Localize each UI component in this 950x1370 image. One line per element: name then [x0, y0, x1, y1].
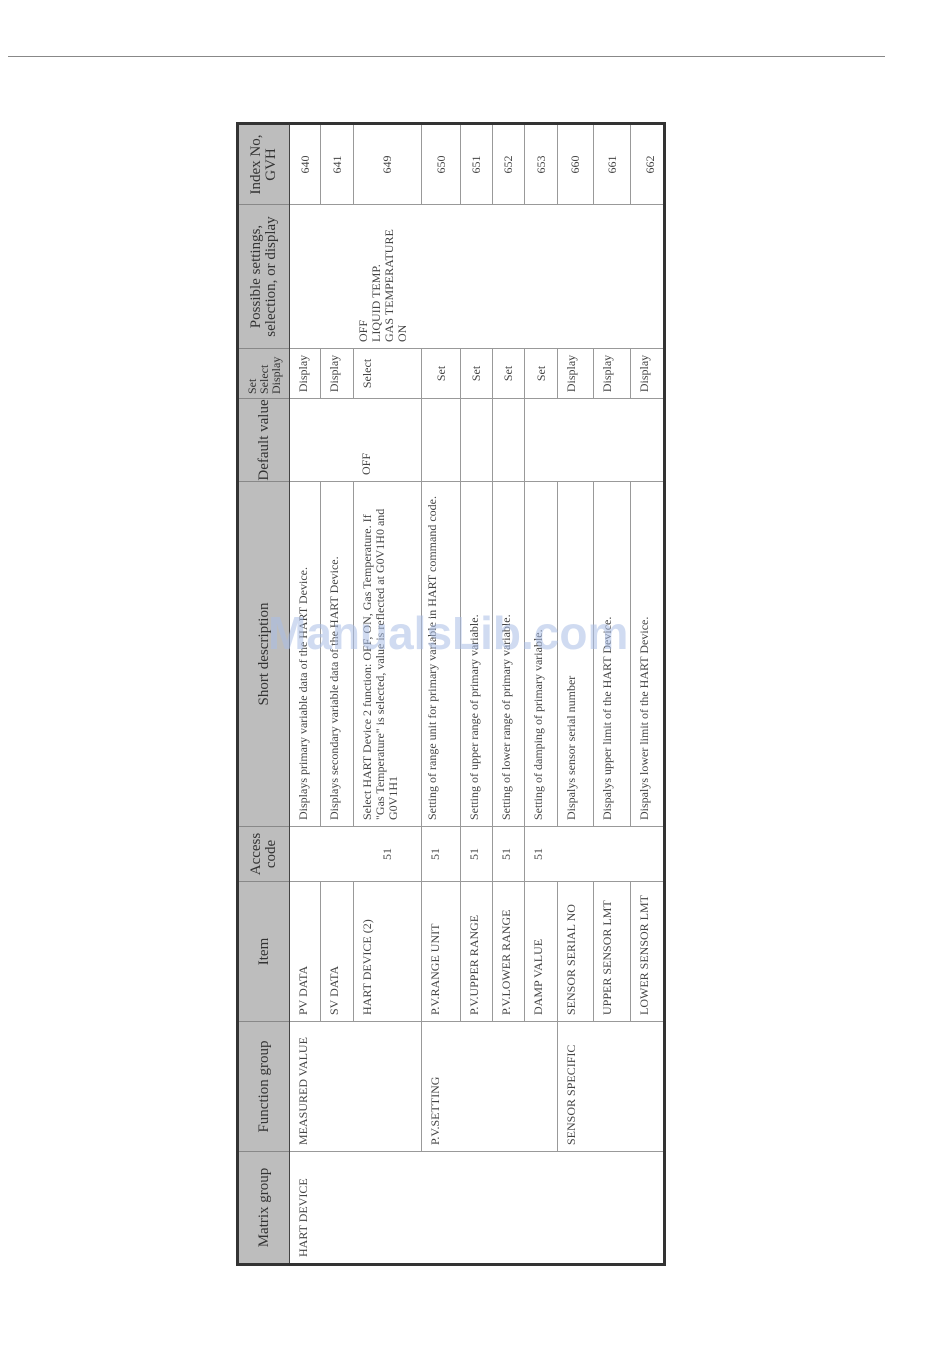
table-cell: 640 [297, 155, 312, 174]
table-cell: 660 [557, 125, 593, 204]
table-cell [593, 827, 630, 881]
table-cell [421, 399, 460, 481]
table-row: HART DEVICE (2) [353, 882, 421, 1021]
option-gas-temperature: GAS TEMPERATURE [382, 229, 396, 342]
table-cell [593, 399, 630, 481]
table-cell: Display [320, 349, 353, 398]
table-cell: Set [421, 349, 460, 398]
table-cell: 652 [492, 125, 524, 204]
possible-settings-list [353, 205, 421, 348]
header-display: Display [269, 356, 283, 394]
table-cell [290, 205, 320, 348]
table-cell [290, 827, 320, 881]
header-set-select-display [239, 348, 289, 398]
table-cell: 662 [630, 125, 670, 204]
table-cell: Display [630, 349, 670, 398]
column-default-value [290, 398, 663, 481]
option-on: ON [395, 324, 409, 342]
table-body [290, 125, 663, 1263]
header-default-value: Default value [239, 398, 289, 481]
table-cell: Set [524, 349, 557, 398]
column-set-select-display [290, 348, 663, 398]
table-row: SV DATA [320, 882, 353, 1021]
matrix-group-cell: HART DEVICE [296, 1178, 310, 1257]
table-cell: Set [492, 349, 524, 398]
table-cell [557, 827, 593, 881]
table-cell: 649 [353, 125, 421, 204]
parameter-table [236, 122, 666, 1266]
table-row: P.V.UPPER RANGE [460, 882, 492, 1021]
header-short-description: Short description [239, 481, 289, 826]
table-cell [320, 205, 353, 348]
table-row: LOWER SENSOR LMT [630, 882, 670, 1021]
table-cell: Select HART Device 2 function: OFF, ON, Gas Temperature. If "Gas Temperature" is selected, value is reflected at G0V1H0 and G0V1H1 [353, 482, 421, 826]
table-cell: Display [593, 349, 630, 398]
top-rule [8, 56, 885, 57]
table-cell: Dispalys sensor serial number [557, 482, 593, 826]
table-cell: Select [353, 349, 421, 398]
table-cell: 51 [379, 848, 394, 860]
watermark: ManualsLib.com [268, 607, 629, 659]
table-cell: Setting of range unit for primary variable in HART command code. [421, 482, 460, 826]
table-cell [557, 399, 593, 481]
header-function-group: Function group [239, 1021, 289, 1151]
table-cell: Displays primary variable data of the HART Device. [296, 567, 310, 820]
table-cell: 51 [421, 827, 460, 881]
header-matrix-group: Matrix group [239, 1151, 289, 1263]
table-cell: Display [296, 354, 310, 393]
table-cell: 641 [320, 125, 353, 204]
column-index-no [290, 125, 663, 204]
table-cell: 653 [524, 125, 557, 204]
table-cell: 51 [492, 827, 524, 881]
table-cell: Setting of lower range of primary variable. [492, 482, 524, 826]
function-group-measured-value: MEASURED VALUE [296, 1037, 310, 1145]
option-liquid-temp: LIQUID TEMP. [369, 264, 383, 342]
header-possible-settings: Possible settings, selection, or display [239, 204, 289, 348]
table-cell: Dispalys lower limit of the HART Device. [630, 482, 670, 826]
table-row: P.V.RANGE UNIT [421, 882, 460, 1021]
column-item [290, 881, 663, 1021]
table-cell: OFF [359, 452, 373, 475]
table-cell: 651 [460, 125, 492, 204]
table-cell: Set [460, 349, 492, 398]
table-row: UPPER SENSOR LMT [593, 882, 630, 1021]
table-row: PV DATA [296, 965, 310, 1015]
table-cell: 51 [460, 827, 492, 881]
header-access-code: Access code [239, 826, 289, 881]
table-cell: Displays secondary variable data of the HART Device. [320, 482, 353, 826]
table-cell [630, 827, 670, 881]
header-select: Select [257, 364, 271, 394]
header-set: Set [245, 378, 259, 394]
column-matrix-group [290, 1151, 663, 1263]
table-cell: Setting of upper range of primary variable. [460, 482, 492, 826]
table-header [239, 125, 290, 1263]
table-row: SENSOR SERIAL NO [557, 882, 593, 1021]
table-cell: Dispalys upper limit of the HART Device. [593, 482, 630, 826]
table-cell: Display [557, 349, 593, 398]
table-cell: 51 [524, 827, 557, 881]
table-cell: 661 [593, 125, 630, 204]
function-group-sensor-specific: SENSOR SPECIFIC [557, 1022, 670, 1151]
table-cell [320, 399, 353, 481]
table-cell: 650 [421, 125, 460, 204]
table-cell [460, 399, 492, 481]
table-row: DAMP VALUE [524, 882, 557, 1021]
option-off: OFF [356, 319, 370, 342]
column-function-group [290, 1021, 663, 1151]
column-access-code [290, 826, 663, 881]
header-item: Item [239, 881, 289, 1021]
table-cell [630, 399, 670, 481]
table-cell [290, 399, 320, 481]
function-group-pv-setting: P.V.SETTING [421, 1022, 557, 1151]
header-index-no: Index No, GVH [248, 134, 279, 195]
table-cell: Setting of damping of primary variable. [524, 482, 557, 826]
table-cell [320, 827, 353, 881]
column-possible-settings [290, 204, 663, 348]
table-cell [524, 399, 557, 481]
table-row: P.V.LOWER RANGE [492, 882, 524, 1021]
table-cell [492, 399, 524, 481]
